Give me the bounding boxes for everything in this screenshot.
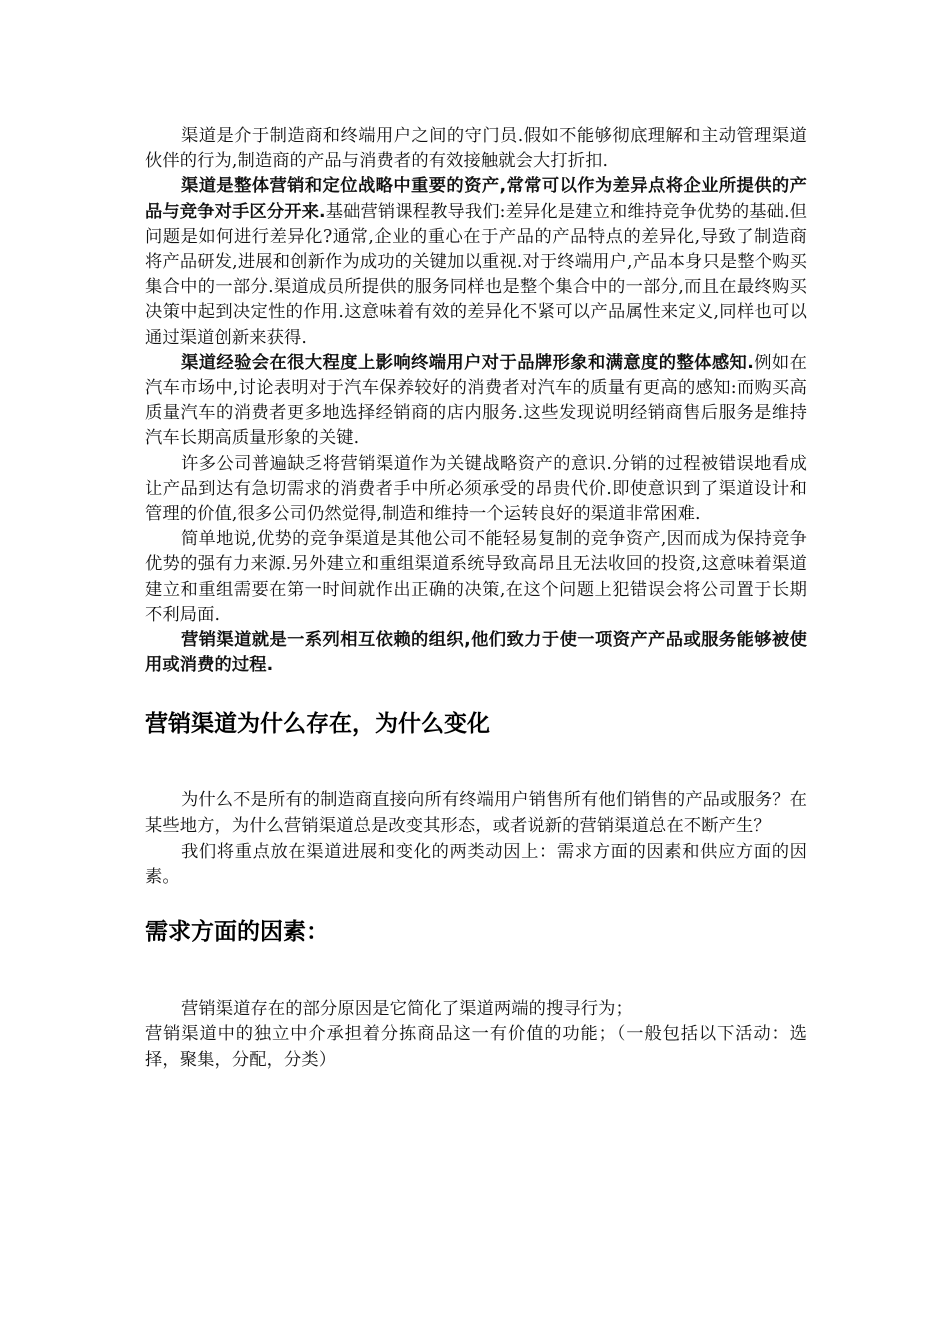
paragraph-sorting-function: 营销渠道中的独立中介承担着分拣商品这一有价值的功能；（一般包括以下活动：选择，聚集，分配，分类） [145, 1024, 807, 1071]
paragraph-why-not-direct: 为什么不是所有的制造商直接向所有终端用户销售所有他们销售的产品或服务？在某些地方，为什么营销渠道总是改变其形态，或者说新的营销渠道总在不断产生？ [145, 790, 807, 837]
paragraph-search-simplify: 营销渠道存在的部分原因是它简化了渠道两端的搜寻行为； [181, 998, 633, 1019]
paragraph-gatekeeper: 渠道是介于制造商和终端用户之间的守门员.假如不能够彻底理解和主动管理渠道伙伴的行为,制造商的产品与消费者的有效接触就会大打折扣. [145, 126, 807, 172]
heading-why-channels-exist: 营销渠道为什么存在，为什么变化 [145, 711, 490, 738]
paragraph-channel-experience-bold: 渠道经验会在很大程度上影响终端用户对于品牌形象和满意度的整体感知. [181, 352, 754, 373]
section-why-channels-exist [145, 788, 807, 890]
document-page [145, 124, 807, 1074]
paragraph-channel-experience [145, 351, 807, 452]
paragraph-channel-asset [145, 174, 807, 350]
paragraph-channel-definition: 营销渠道就是一系列相互依赖的组织,他们致力于使一项资产产品或服务能够被使用或消费的过程. [145, 630, 807, 676]
heading-demand-factors: 需求方面的因素： [145, 918, 329, 945]
paragraph-channel-asset-bold: 渠道是整体营销和定位战略中重要的资产,常常可以作为差异点将企业所提供的产品与竞争对手区分开来. [145, 176, 807, 222]
paragraph-competitive-channel: 简单地说,优势的竞争渠道是其他公司不能轻易复制的竞争资产,因而成为保持竞争优势的强有力来源.另外建立和重组渠道系统导致高昂且无法收回的投资,这意味着渠道建立和重组需要在第一时间就作出正确的决策,在这个问题上犯错误会将公司置于长期不利局面. [145, 529, 807, 625]
paragraph-channel-asset-text: 基础营销课程教导我们:差异化是建立和维持竞争优势的基础.但问题是如何进行差异化?通常,企业的重心在于产品的产品特点的差异化,导致了制造商将产品研发,进展和创新作为成功的关键加以重视.对于终端用户,产品本身只是整个购买集合中的一部分.渠道成员所提供的服务同样也是整个集合中的一部分,而且在最终购买决策中起到决定性的作用.这意味着有效的差异化不紧可以产品属性来定义,同样也可以通过渠道创新来获得. [145, 201, 808, 348]
paragraph-channel-experience-text: 例如在汽车市场中,讨论表明对于汽车保养较好的消费者对汽车的质量有更高的感知:而购买高质量汽车的消费者更多地选择经销商的店内服务.这些发现说明经销商售后服务是维持汽车长期高质量形象的关键. [145, 352, 807, 449]
paragraph-two-drivers: 我们将重点放在渠道进展和变化的两类动因上：需求方面的因素和供应方面的因素。 [145, 841, 807, 888]
paragraph-lack-awareness: 许多公司普遍缺乏将营销渠道作为关键战略资产的意识.分销的过程被错误地看成让产品到达有急切需求的消费者手中所必须承受的昂贵代价.即使意识到了渠道设计和管理的价值,很多公司仍然觉得,制造和维持一个运转良好的渠道非常困难. [145, 453, 807, 525]
section-channel-intro [145, 124, 807, 678]
section-demand-factors [145, 997, 807, 1074]
